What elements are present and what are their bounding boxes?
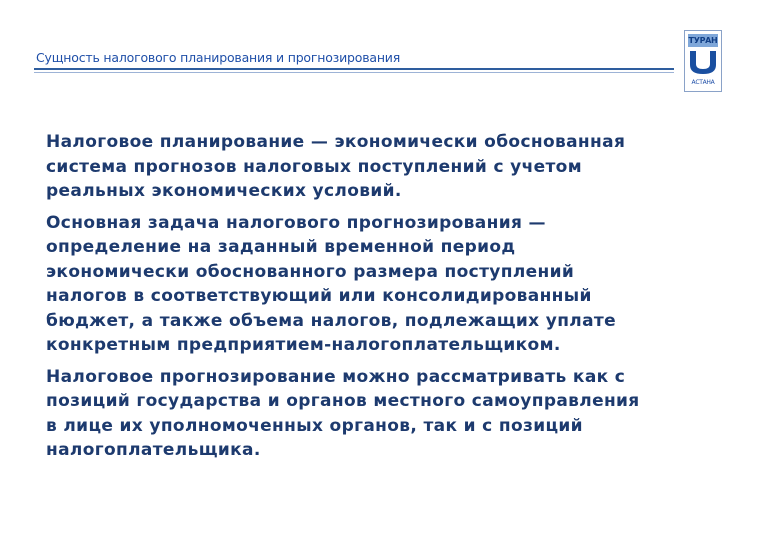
- page-title: Сущность налогового планирования и прогнозирования: [36, 50, 401, 65]
- paragraph-line: бюджет, а также объема налогов, подлежащих уплате: [46, 310, 616, 331]
- paragraph-line: экономически обоснованного размера поступлений: [46, 261, 575, 282]
- paragraph-line: налогов в соответствующий или консолидированный: [46, 286, 592, 306]
- paragraph-line: определение на заданный временной период: [46, 237, 516, 257]
- header-divider: [34, 68, 674, 70]
- paragraph-line: позиций государства и органов местного самоуправления: [46, 391, 640, 411]
- paragraph-line: Налоговое планирование — экономически обоснованная: [46, 132, 626, 152]
- logo-bottom-text: АСТАНА: [691, 79, 715, 86]
- paragraph-line: Основная задача налогового прогнозирования —: [46, 212, 546, 233]
- paragraph-line: конкретным предприятием-налогоплательщиком.: [46, 335, 561, 355]
- turan-university-logo-icon: [684, 30, 722, 92]
- body-paragraph: [46, 211, 746, 358]
- body-paragraph: [46, 365, 746, 463]
- logo-top-text: ТУРАН: [688, 36, 718, 45]
- paragraph-line: в лице их уполномоченных органов, так и с позиций: [46, 415, 583, 436]
- logo-letter-icon: [688, 49, 718, 75]
- body-paragraph: [46, 130, 746, 204]
- paragraph-line: Налоговое прогнозирование можно рассматривать как с: [46, 366, 626, 387]
- slide-body: [46, 130, 746, 470]
- paragraph-line: реальных экономических условий.: [46, 181, 402, 201]
- header-divider-thin: [34, 72, 674, 73]
- paragraph-line: налогоплательщика.: [46, 440, 261, 460]
- paragraph-line: система прогнозов налоговых поступлений с учетом: [46, 156, 582, 177]
